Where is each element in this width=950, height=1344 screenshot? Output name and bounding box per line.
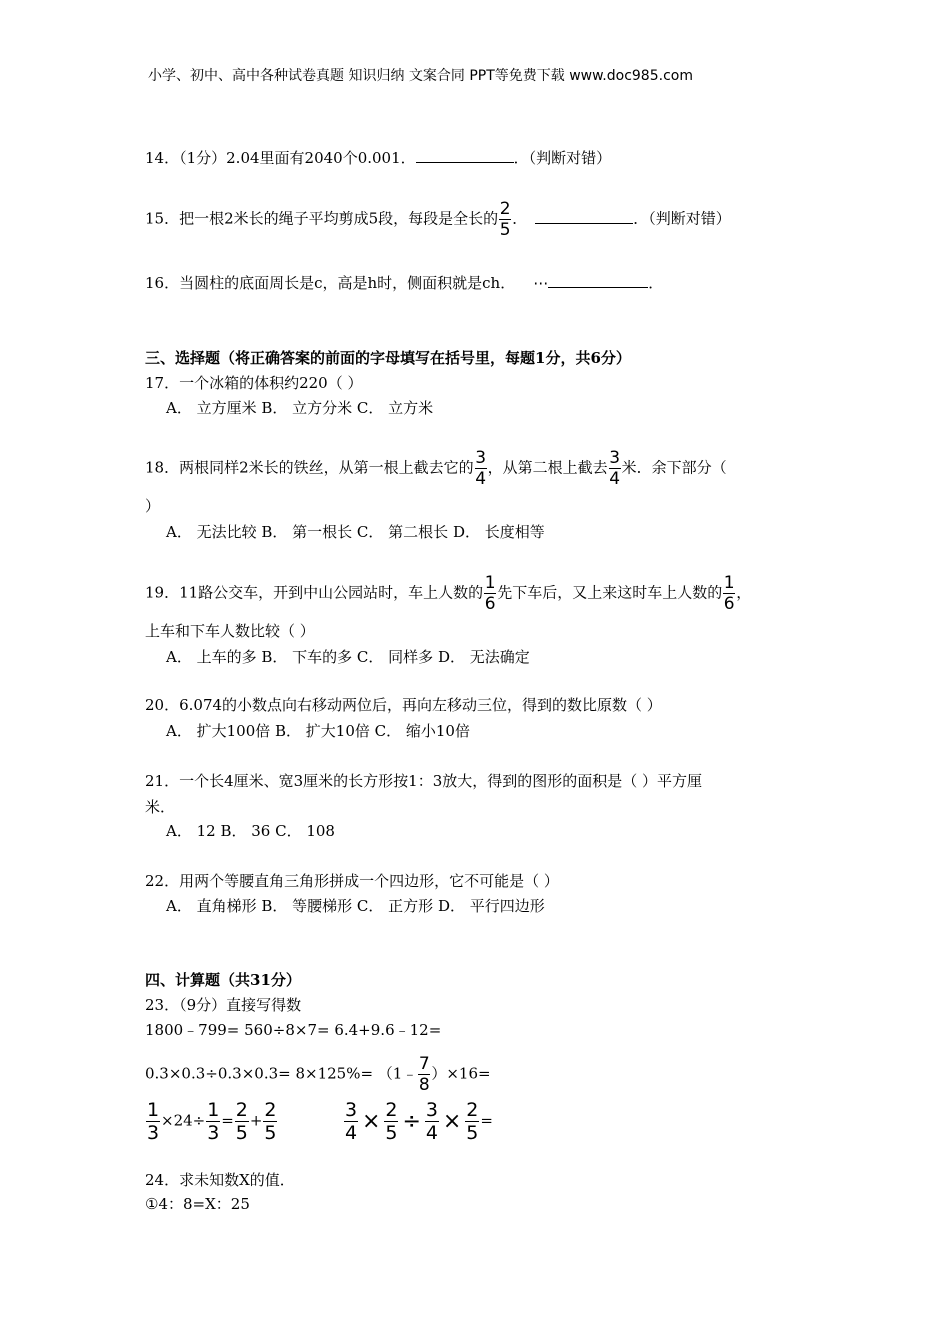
q19-post: ，	[736, 583, 752, 602]
q16-answer-blank[interactable]	[548, 273, 648, 288]
question-24: 24．求未知数X的值．	[145, 1171, 295, 1189]
e2-equals: =	[480, 1111, 493, 1130]
q18-fraction-1: $\frac{3}{4}$	[475, 448, 487, 489]
q18-continuation: ）	[145, 497, 161, 515]
q18-post: 米．余下部分（	[621, 458, 727, 477]
q16-tail: ．	[648, 274, 664, 292]
section-4-title: 四、计算题（共31分）	[145, 971, 301, 989]
q14-tail: ．（判断对错）	[513, 149, 612, 167]
q20-options[interactable]: A． 扩大100倍 B． 扩大10倍 C． 缩小10倍	[166, 722, 470, 740]
q19-options[interactable]: A． 上车的多 B． 下车的多 C． 同样多 D． 无法确定	[166, 648, 530, 666]
q16-text: 16．当圆柱的底面周长是c，高是h时，侧面积就是ch．	[145, 274, 516, 292]
q18-options[interactable]: A． 无法比较 B． 第一根长 C． 第二根长 D． 长度相等	[166, 523, 545, 541]
question-19	[145, 574, 751, 613]
e2-op1: ×	[362, 1108, 381, 1134]
q23-row2-pre: 0.3×0.3÷0.3×0.3= 8×125%= （1﹣	[145, 1064, 418, 1083]
q19-pre: 19．11路公交车，开到中山公园站时，车上人数的	[145, 583, 484, 602]
question-14	[145, 148, 611, 168]
q19-continuation: 上车和下车人数比较（ ）	[145, 622, 315, 640]
q19-mid: 先下车后，又上来这时车上人数的	[497, 583, 723, 602]
e1-op2: =	[221, 1111, 234, 1130]
q24-item-1: ①4：8=X：25	[145, 1195, 250, 1213]
question-21: 21．一个长4厘米、宽3厘米的长方形按1：3放大，得到的图形的面积是（ ）平方厘	[145, 772, 703, 790]
q23-row-1: 1800﹣799= 560÷8×7= 6.4+9.6﹣12=	[145, 1021, 442, 1039]
e2-op3: ×	[442, 1108, 462, 1134]
e2-fraction-c: $\frac{3}{4}$	[425, 1099, 438, 1144]
q15-mid: ．	[512, 209, 528, 228]
header-banner: 小学、初中、高中各种试卷真题 知识归纳 文案合同 PPT等免费下载 www.doc985.com	[148, 68, 693, 84]
question-15	[145, 200, 731, 239]
q23-row-2	[145, 1055, 491, 1094]
q15-fraction: $\frac{2}{5}$	[499, 199, 511, 240]
e1-fraction-d: $\frac{2}{5}$	[264, 1099, 277, 1144]
section-3-title: 三、选择题（将正确答案的前面的字母填写在括号里，每题1分，共6分）	[145, 349, 631, 367]
question-16	[145, 273, 663, 293]
q19-fraction-1: $\frac{1}{6}$	[484, 573, 496, 614]
e1-op1: ×24÷	[161, 1111, 206, 1130]
question-17: 17．一个冰箱的体积约220（ ）	[145, 374, 363, 392]
q18-pre: 18．两根同样2米长的铁丝，从第一根上截去它的	[145, 458, 474, 477]
q18-fraction-2: $\frac{3}{4}$	[609, 448, 621, 489]
q14-answer-blank[interactable]	[416, 148, 514, 163]
q21-options[interactable]: A． 12 B． 36 C． 108	[166, 822, 335, 840]
q15-answer-blank[interactable]	[535, 209, 633, 224]
q23-expression-1	[145, 1100, 278, 1143]
q21-continuation: 米．	[145, 798, 176, 816]
question-22: 22．用两个等腰直角三角形拼成一个四边形，它不可能是（ ）	[145, 872, 559, 890]
e2-fraction-a: $\frac{3}{4}$	[344, 1099, 358, 1144]
e2-fraction-b: $\frac{2}{5}$	[385, 1099, 398, 1144]
e1-fraction-b: $\frac{1}{3}$	[207, 1099, 220, 1144]
q23-row2-fraction: $\frac{7}{8}$	[418, 1054, 430, 1095]
e1-op3: +	[249, 1111, 263, 1130]
q18-mid: ，从第二根上截去	[487, 458, 608, 477]
q23-expression-2	[343, 1100, 493, 1143]
q14-text: 14．（1分）2.04里面有2040个0.001．	[145, 149, 416, 167]
question-20: 20．6.074的小数点向右移动两位后，再向左移动三位，得到的数比原数（ ）	[145, 696, 662, 714]
q22-options[interactable]: A． 直角梯形 B． 等腰梯形 C． 正方形 D． 平行四边形	[166, 897, 545, 915]
q16-dots: ⋯	[533, 274, 549, 292]
e1-fraction-c: $\frac{2}{5}$	[235, 1099, 248, 1144]
question-23: 23．（9分）直接写得数	[145, 996, 302, 1014]
q19-fraction-2: $\frac{1}{6}$	[723, 573, 735, 614]
q15-tail: ．（判断对错）	[633, 209, 731, 228]
q15-pre: 15．把一根2米长的绳子平均剪成5段，每段是全长的	[145, 209, 499, 228]
q17-options[interactable]: A． 立方厘米 B． 立方分米 C． 立方米	[166, 399, 434, 417]
e1-fraction-a: $\frac{1}{3}$	[146, 1099, 160, 1144]
q23-row2-post: ）×16=	[431, 1064, 491, 1083]
question-18	[145, 449, 727, 488]
e2-op2: ÷	[402, 1108, 421, 1134]
e2-fraction-d: $\frac{2}{5}$	[466, 1099, 479, 1144]
